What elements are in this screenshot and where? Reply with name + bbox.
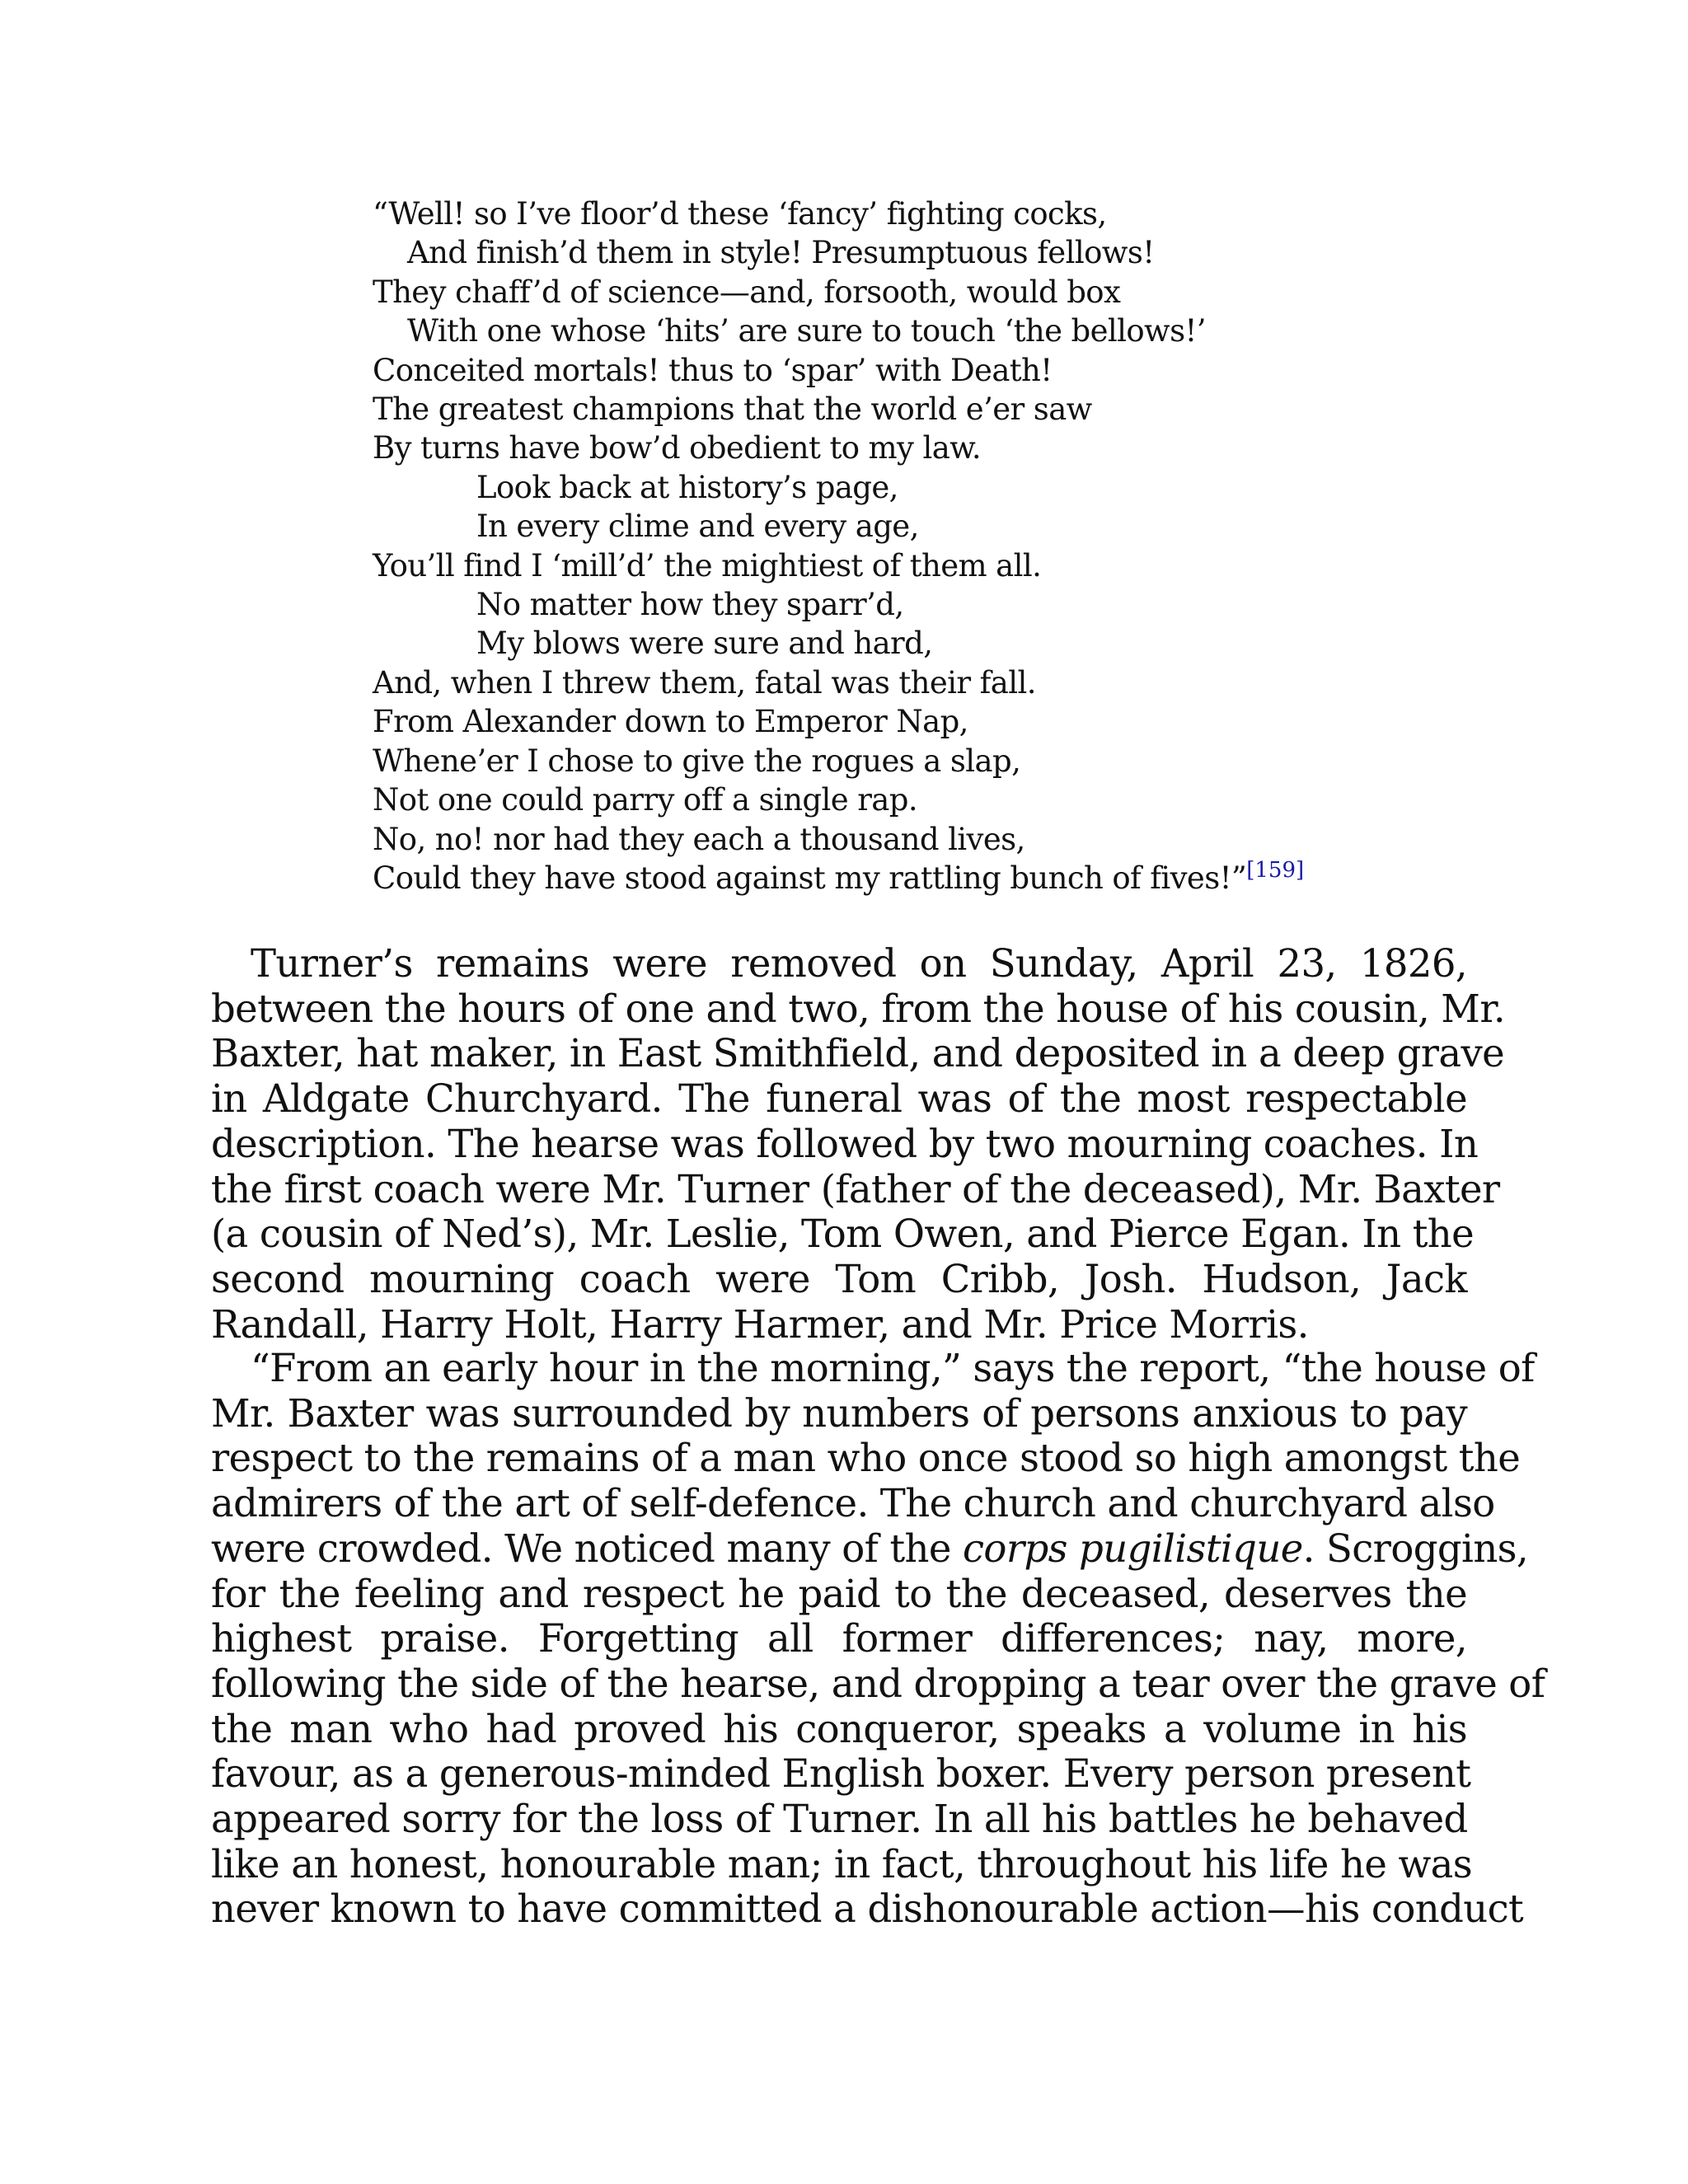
paragraph-line: highest praise. Forgetting all former differences; nay, more, [211, 1616, 1467, 1661]
paragraph-line: Randall, Harry Holt, Harry Harmer, and Mr. Price Morris. [211, 1301, 1309, 1347]
paragraph-line: Baxter, hat maker, in East Smithfield, and deposited in a deep grave [211, 1031, 1505, 1076]
poem-line: Not one could parry off a single rap. [373, 782, 917, 818]
poem-line: From Alexander down to Emperor Nap, [373, 704, 968, 740]
poem-line: My blows were sure and hard, [476, 626, 933, 662]
italic-phrase: corps pugilistique [962, 1526, 1303, 1571]
paragraph-line: following the side of the hearse, and dropping a tear over the grave of [211, 1661, 1545, 1706]
poem-line: “Well! so I’ve floor’d these ‘fancy’ fighting cocks, [373, 196, 1107, 232]
text-run: were crowded. We noticed many of the [211, 1526, 963, 1571]
paragraph-line: favour, as a generous-minded English boxer. Every person present [211, 1751, 1471, 1797]
poem-block [373, 194, 1444, 898]
paragraph-line: the first coach were Mr. Turner (father of the deceased), Mr. Baxter [211, 1166, 1500, 1212]
paragraph-line: between the hours of one and two, from the house of his cousin, Mr. [211, 986, 1506, 1031]
poem-line: No matter how they sparr’d, [476, 587, 904, 623]
poem-line: And, when I threw them, fatal was their fall. [373, 664, 1036, 701]
paragraph-line: like an honest, honourable man; in fact, throughout his life he was [211, 1841, 1473, 1886]
footnote-link[interactable]: [159] [1246, 857, 1305, 883]
paragraph-line [211, 1526, 1529, 1572]
poem-line: Look back at history’s page, [476, 469, 898, 505]
poem-line: The greatest champions that the world e’er saw [373, 391, 1092, 428]
paragraph-report [211, 1346, 1545, 1932]
paragraph-line: description. The hearse was followed by two mourning coaches. In [211, 1121, 1479, 1166]
paragraph-line: “From an early hour in the morning,” says the report, “the house of [251, 1346, 1535, 1390]
poem-line-text: Could they have stood against my rattling bunch of fives!” [373, 860, 1247, 896]
paragraph-line: (a cousin of Ned’s), Mr. Leslie, Tom Owen, and Pierce Egan. In the [211, 1212, 1475, 1257]
poem-line: No, no! nor had they each a thousand lives, [373, 821, 1025, 857]
paragraph-funeral [211, 941, 1506, 1347]
poem-line: And finish’d them in style! Presumptuous fellows! [407, 235, 1155, 271]
poem-last-line [373, 859, 1444, 898]
poem-line: Conceited mortals! thus to ‘spar’ with Death! [373, 352, 1053, 388]
text-run: . Scroggins, [1302, 1526, 1529, 1571]
paragraph-line: appeared sorry for the loss of Turner. In all his battles he behaved [211, 1797, 1468, 1842]
poem-line: With one whose ‘hits’ are sure to touch ‘the bellows!’ [407, 313, 1206, 349]
poem-line: In every clime and every age, [476, 509, 919, 545]
paragraph-line: the man who had proved his conqueror, speaks a volume in his [211, 1706, 1467, 1751]
poem-line: They chaff’d of science—and, forsooth, would box [373, 274, 1121, 310]
paragraph-line: second mourning coach were Tom Cribb, Josh. Hudson, Jack [211, 1256, 1467, 1301]
poem-line: By turns have bow’d obedient to my law. [373, 430, 982, 466]
paragraph-line: admirers of the art of self-defence. The church and churchyard also [211, 1481, 1495, 1526]
paragraph-line: Turner’s remains were removed on Sunday, April 23, 1826, [251, 941, 1467, 986]
poem-line: Whene’er I chose to give the rogues a slap, [373, 743, 1021, 779]
paragraph-line: in Aldgate Churchyard. The funeral was of the most respectable [211, 1076, 1467, 1122]
poem-line: You’ll find I ‘mill’d’ the mightiest of them all. [373, 547, 1042, 583]
paragraph-line: Mr. Baxter was surrounded by numbers of persons anxious to pay [211, 1390, 1467, 1436]
paragraph-line: respect to the remains of a man who once stood so high amongst the [211, 1436, 1521, 1481]
paragraph-line: never known to have committed a dishonourable action—his conduct [211, 1886, 1524, 1932]
paragraph-line: for the feeling and respect he paid to the deceased, deserves the [211, 1571, 1467, 1616]
